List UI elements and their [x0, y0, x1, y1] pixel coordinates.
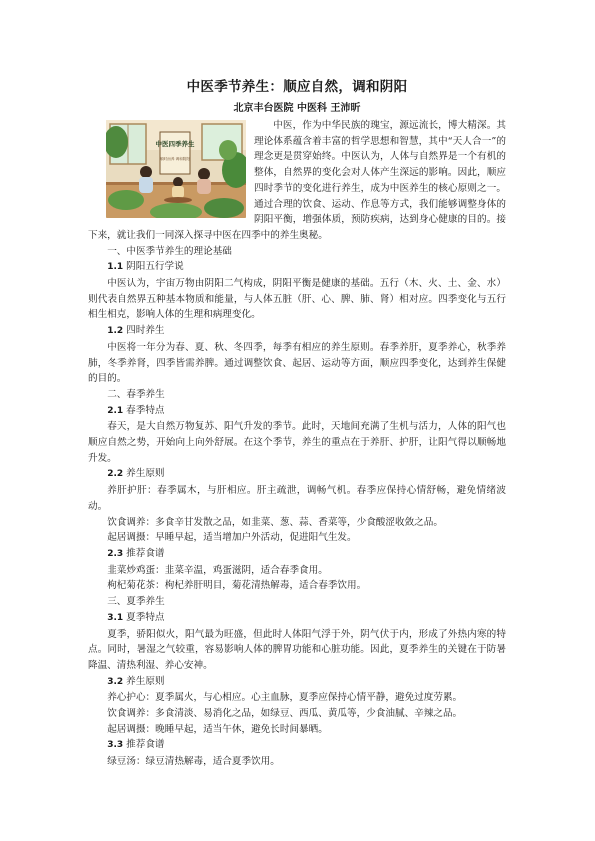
- article-title: 中医季节养生：顺应自然，调和阴阳: [186, 79, 408, 95]
- subsection-heading: [88, 737, 506, 754]
- illustration-image: [106, 120, 246, 218]
- subsection-title: 夏季特点: [126, 611, 165, 623]
- subsection-heading: [88, 323, 506, 340]
- image-title-text: 中医四季养生: [155, 140, 195, 148]
- subsection-number: 3.3: [107, 740, 124, 751]
- subsection-number: 2.3: [107, 548, 124, 559]
- subsection-heading: [88, 674, 506, 691]
- subsection-number: 1.1: [107, 262, 124, 273]
- body-paragraph: 饮食调养：多食辛甘发散之品，如韭菜、葱、蒜、香菜等，少食酸涩收敛之品。: [107, 516, 443, 528]
- body-paragraph: 中医认为，宇宙万物由阴阳二气构成，阴阳平衡是健康的基础。五行（木、火、土、金、水）则代表自然界五种基本物质和能量，与人体五脏（肝、心、脾、肺、肾）相对应。四季变化与五行相生相克，影响人体的生理和病理变化。: [88, 278, 506, 321]
- body-paragraph: 饮食调养：多食清淡、易消化之品，如绿豆、西瓜、黄瓜等，少食油腻、辛辣之品。: [107, 708, 463, 720]
- body-paragraph: 绿豆汤：绿豆清热解毒，适合夏季饮用。: [107, 756, 280, 768]
- subsection-heading: [88, 610, 506, 627]
- body-paragraph: 起居调摄：早睡早起，适当增加户外活动，促进阳气生发。: [107, 532, 357, 544]
- subsection-heading: [88, 546, 506, 563]
- body-paragraph: 韭菜炒鸡蛋：韭菜辛温，鸡蛋滋阴，适合春季食用。: [107, 564, 328, 576]
- subsection-heading: [88, 259, 506, 276]
- subsection-title: 推荐食谱: [126, 739, 165, 751]
- section-heading: 二、春季养生: [107, 388, 165, 400]
- subsection-title: 阴阳五行学说: [126, 261, 184, 273]
- article: [88, 78, 506, 770]
- body-paragraph: 春天，是大自然万物复苏、阳气升发的季节。此时，天地间充满了生机与活力，人体的阳气也顺应自然之势，开始向上向外舒展。在这个季节，养生的重点在于养肝、护肝，让阳气得以顺畅地升发。: [88, 421, 506, 464]
- body-paragraph: 养肝护肝：春季属木，与肝相应。肝主疏泄，调畅气机。春季应保持心情舒畅，避免情绪波动。: [88, 485, 506, 512]
- body-paragraph: 夏季，骄阳似火，阳气最为旺盛，但此时人体阳气浮于外，阴气伏于内，形成了外热内寒的特点。同时，暑湿之气较重，容易影响人体的脾胃功能和心脏功能。因此，夏季养生的关键在于防暑降温、清热利湿、养心安神。: [88, 628, 506, 671]
- subsection-number: 3.2: [107, 676, 124, 687]
- body-paragraph: 起居调摄：晚睡早起，适当午休，避免长时间暴晒。: [107, 723, 328, 735]
- subsection-number: 2.2: [107, 469, 124, 480]
- subsection-number: 1.2: [107, 326, 124, 337]
- body-paragraph: 养心护心：夏季属火，与心相应。心主血脉，夏季应保持心情平静，避免过度劳累。: [107, 692, 463, 704]
- subsection-title: 养生原则: [126, 675, 165, 687]
- article-intro: 中医，作为中华民族的瑰宝，源远流长，博大精深。其理论体系蕴含着丰富的哲学思想和智慧，其中“天人合一”的理念更是贯穿始终。中医认为，人体与自然界是一个有机的整体，自然界的变化会对人体产生深远的影响。因此，顺应四时季节的变化进行养生，成为中医养生的核心原则之一。通过合理的饮食、运动、作息等方式，我们能够调整身体的阴阳平衡，增强体质，预防疾病，达到身心健康的目的。接下来，就让我们一同深入探寻中医在四季中的养生奥秘。: [88, 120, 506, 241]
- article-sections: [88, 244, 506, 770]
- subsection-title: 推荐食谱: [126, 547, 165, 559]
- section-heading: 一、中医季节养生的理论基础: [107, 245, 232, 257]
- subsection-title: 养生原则: [126, 468, 165, 480]
- subsection-title: 春季特点: [126, 404, 165, 416]
- subsection-heading: [88, 466, 506, 483]
- subsection-heading: [88, 403, 506, 420]
- section-heading: 三、夏季养生: [107, 596, 165, 608]
- image-vertical-text: 顺时而养 调和阴阳: [160, 157, 190, 161]
- article-byline: 北京丰台医院 中医科 王沛昕: [233, 103, 361, 114]
- body-paragraph: 枸杞菊花茶：枸杞养肝明目，菊花清热解毒，适合春季饮用。: [107, 580, 367, 592]
- subsection-title: 四时养生: [126, 325, 165, 337]
- subsection-number: 2.1: [107, 405, 124, 416]
- subsection-number: 3.1: [107, 612, 124, 623]
- body-paragraph: 中医将一年分为春、夏、秋、冬四季，每季有相应的养生原则。春季养肝，夏季养心，秋季养肺，冬季养肾，四季皆需养脾。通过调整饮食、起居、运动等方面，顺应四季变化，达到养生保健的目的。: [88, 341, 506, 385]
